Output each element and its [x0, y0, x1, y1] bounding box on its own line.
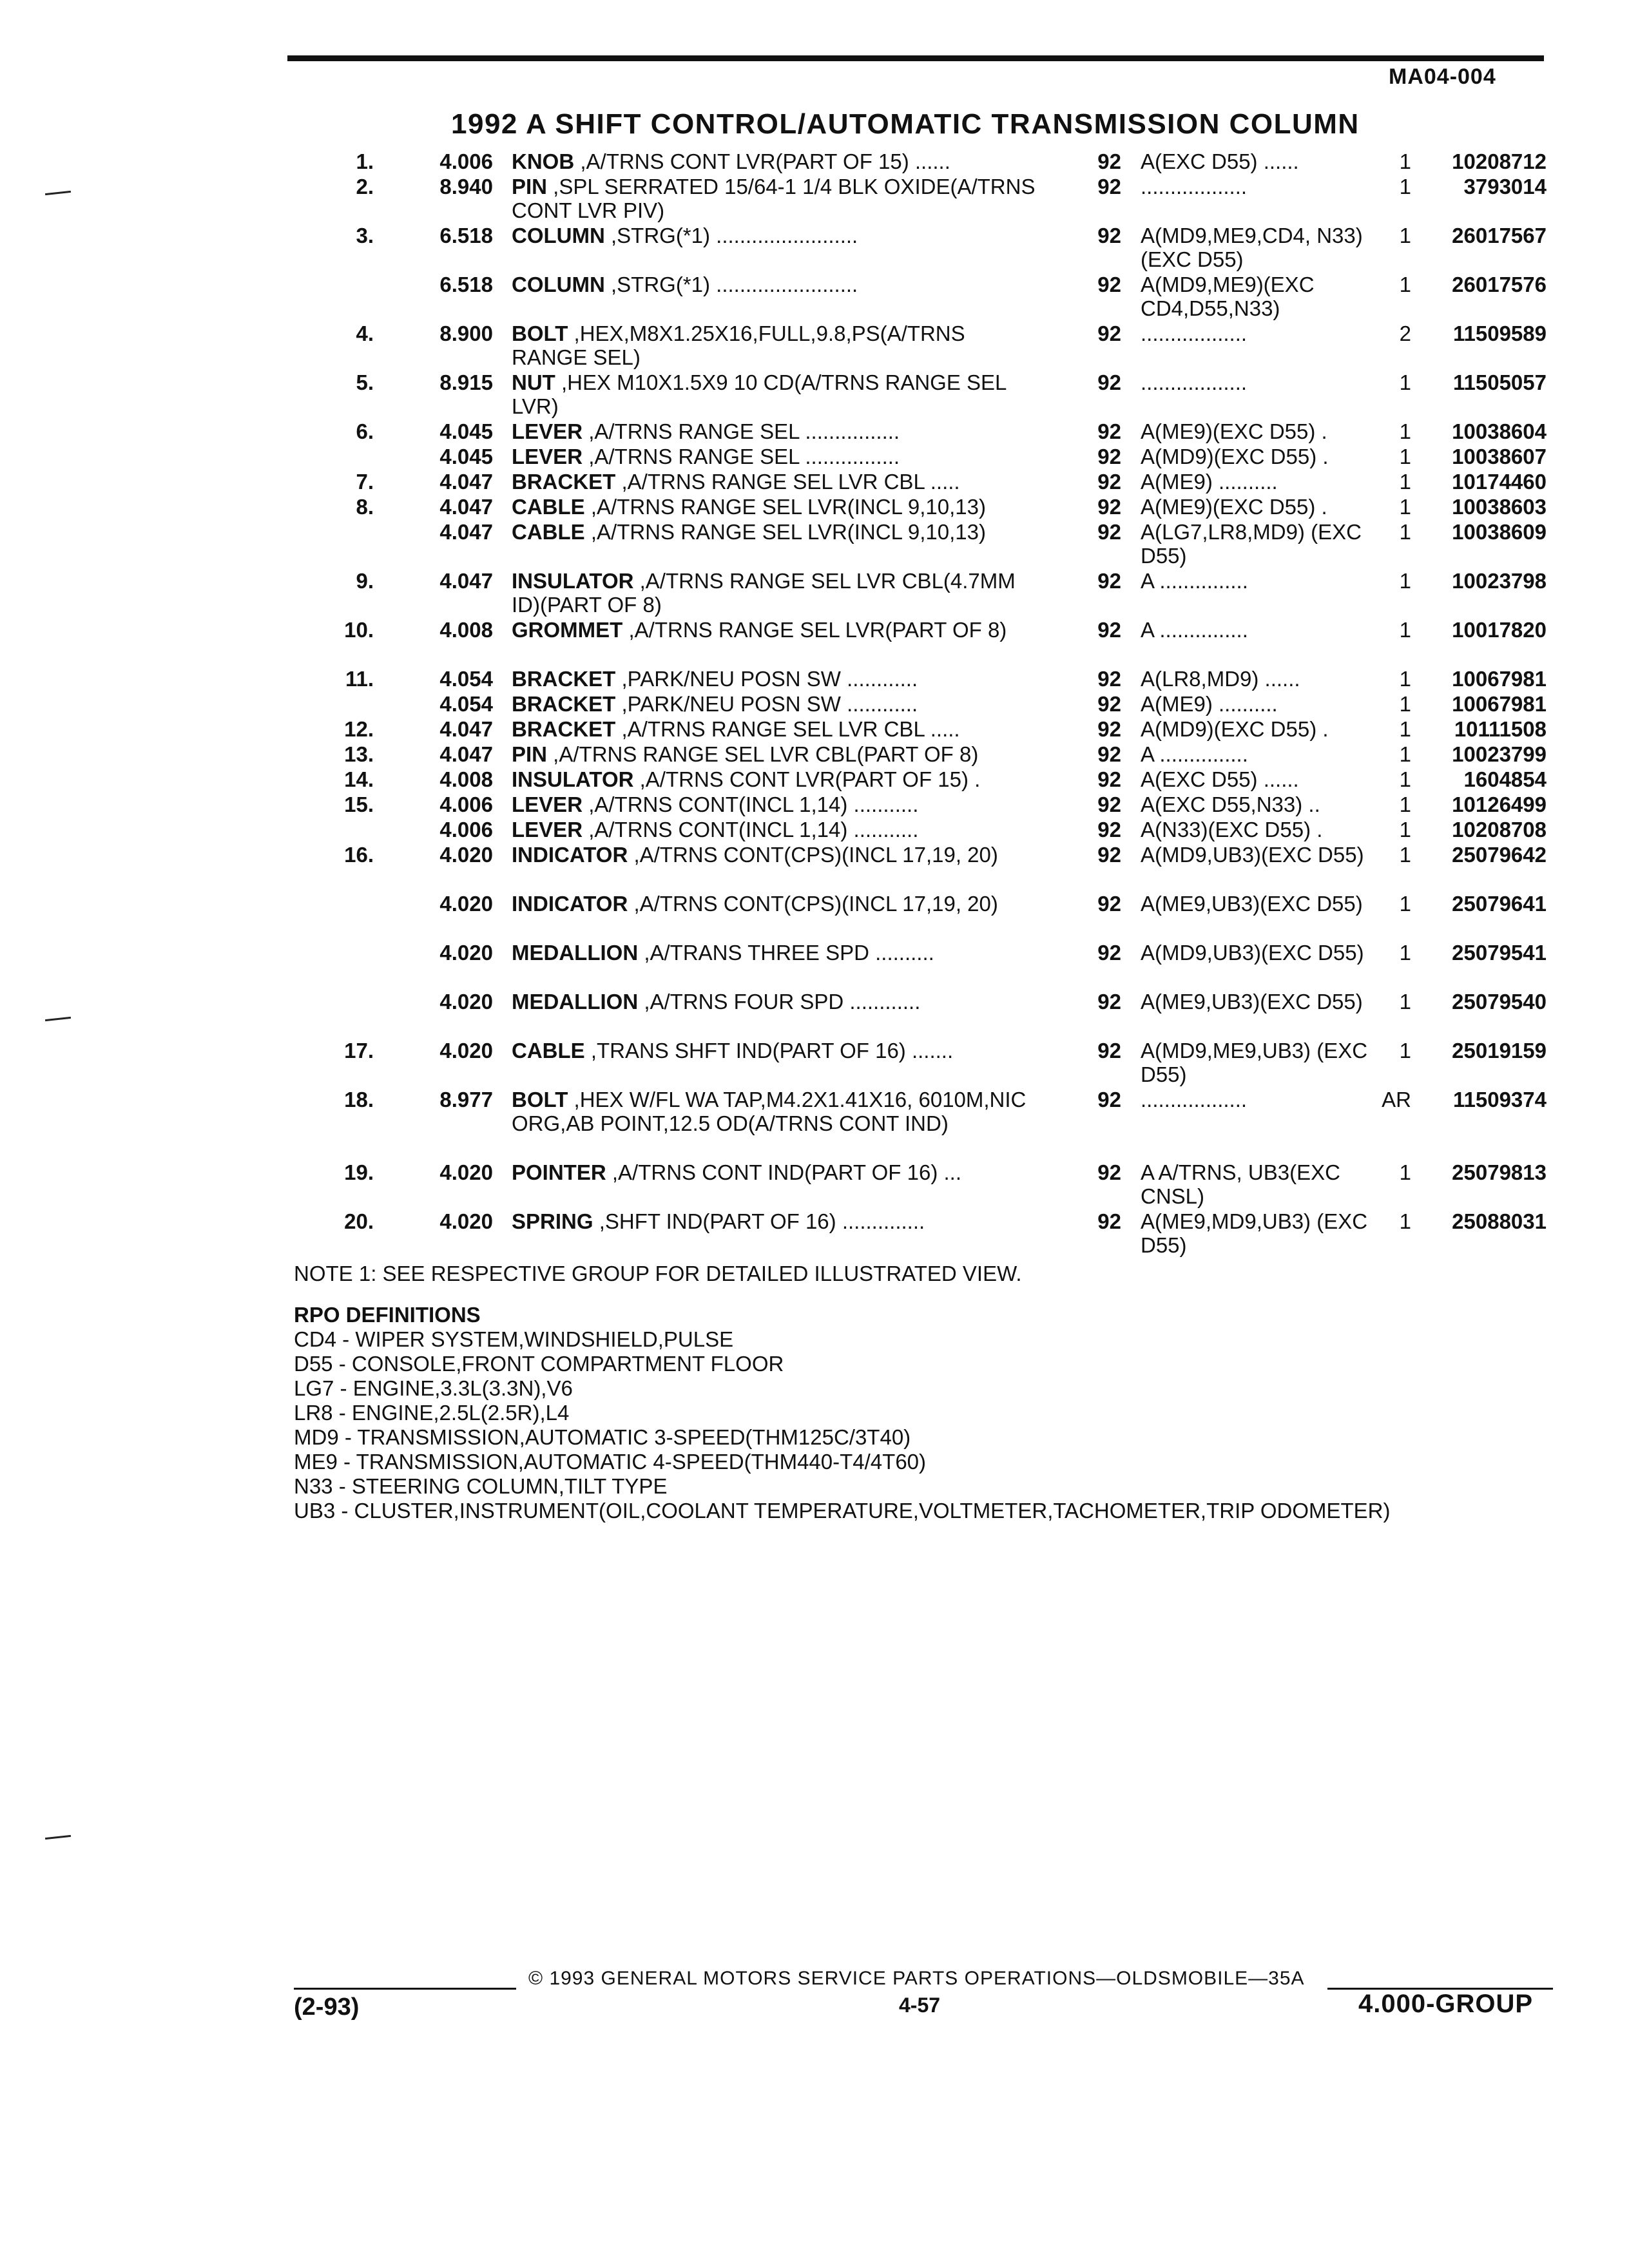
part-detail: ,A/TRNS CONT(CPS)(INCL 17,19, 20) [628, 892, 998, 916]
part-row [0, 892, 1629, 939]
quantity: 1 [1399, 990, 1411, 1014]
part-name: KNOB [512, 149, 575, 173]
part-row [0, 419, 1629, 443]
part-number: 25079642 [1452, 843, 1547, 867]
part-name: CABLE [512, 1039, 585, 1062]
part-row [0, 520, 1629, 568]
model-year: 92 [1097, 618, 1121, 642]
model-year: 92 [1097, 322, 1121, 345]
part-detail: ,A/TRNS CONT IND(PART OF 16) ... [606, 1160, 961, 1184]
part-number: 26017576 [1452, 273, 1547, 296]
model-year: 92 [1097, 273, 1121, 296]
part-description [512, 370, 1046, 418]
item-number: 5. [356, 370, 374, 394]
part-detail: ,A/TRNS CONT LVR(PART OF 15) . [633, 767, 981, 791]
quantity: 1 [1399, 495, 1411, 519]
part-name: COLUMN [512, 224, 605, 247]
notes-section [294, 1262, 1583, 1523]
quantity: 1 [1399, 149, 1411, 173]
part-row [0, 470, 1629, 494]
part-description [512, 322, 1046, 369]
part-row [0, 569, 1629, 617]
group-number: 8.977 [439, 1088, 493, 1111]
part-row [0, 273, 1629, 320]
part-number: 11509374 [1452, 1088, 1547, 1111]
part-detail: ,A/TRNS CONT(CPS)(INCL 17,19, 20) [628, 843, 998, 867]
part-name: BRACKET [512, 717, 616, 741]
model-year: 92 [1097, 470, 1121, 494]
application: .................. [1141, 370, 1248, 394]
page-title: 1992 A SHIFT CONTROL/AUTOMATIC TRANSMISSION COLUMN [451, 108, 1360, 140]
document-id: MA04-004 [1389, 64, 1496, 89]
part-row [0, 175, 1629, 222]
revision-date: (2-93) [294, 1994, 360, 2021]
quantity: 2 [1399, 322, 1411, 345]
part-detail: ,SHFT IND(PART OF 16) .............. [593, 1209, 925, 1233]
part-name: INDICATOR [512, 843, 628, 867]
part-description [512, 569, 1046, 617]
item-number: 10. [344, 618, 374, 642]
part-name: LEVER [512, 793, 583, 816]
quantity: 1 [1399, 1209, 1411, 1233]
application: A(EXC D55) ...... [1141, 767, 1299, 791]
application: A(LR8,MD9) ...... [1141, 667, 1300, 691]
item-number: 7. [356, 470, 374, 494]
part-detail: ,A/TRNS CONT(INCL 1,14) ........... [583, 818, 919, 841]
part-number: 11505057 [1452, 370, 1547, 394]
model-year: 92 [1097, 224, 1121, 247]
model-year: 92 [1097, 767, 1121, 791]
item-number: 6. [356, 419, 374, 443]
application: A(LG7,LR8,MD9) (EXC D55) [1141, 520, 1362, 568]
part-name: BOLT [512, 322, 568, 345]
part-row [0, 1088, 1629, 1159]
part-detail: ,A/TRNS RANGE SEL LVR CBL(4.7MM ID)(PART OF 8) [512, 569, 1016, 617]
part-row [0, 495, 1629, 519]
part-detail: ,A/TRNS CONT LVR(PART OF 15) ...... [574, 149, 950, 173]
model-year: 92 [1097, 445, 1121, 468]
part-detail: ,SPL SERRATED 15/64-1 1/4 BLK OXIDE(A/TRNS CONT LVR PIV) [512, 175, 1036, 222]
part-number: 10023798 [1452, 569, 1547, 593]
item-number: 3. [356, 224, 374, 247]
group-label: 4.000-GROUP [1358, 1990, 1534, 2018]
part-description [512, 520, 1046, 544]
application: A(MD9,ME9,CD4, N33)(EXC D55) [1141, 224, 1363, 271]
part-number: 26017567 [1452, 224, 1547, 247]
quantity: 1 [1399, 1160, 1411, 1184]
part-detail: ,A/TRANS THREE SPD .......... [638, 941, 934, 965]
part-row [0, 618, 1629, 666]
model-year: 92 [1097, 1209, 1121, 1233]
part-row [0, 818, 1629, 841]
part-name: LEVER [512, 818, 583, 841]
part-number: 25079641 [1452, 892, 1547, 916]
rpo-heading: RPO DEFINITIONS [294, 1303, 481, 1327]
quantity: 1 [1399, 370, 1411, 394]
part-detail: ,A/TRNS RANGE SEL ................ [583, 445, 900, 468]
application: A ............... [1141, 742, 1248, 766]
part-detail: ,STRG(*1) ........................ [604, 273, 858, 296]
part-number: 10067981 [1452, 667, 1547, 691]
part-description [512, 843, 1046, 867]
group-number: 4.006 [439, 149, 493, 173]
part-name: GROMMET [512, 618, 623, 642]
part-row [0, 843, 1629, 890]
rpo-definition: D55 - CONSOLE,FRONT COMPARTMENT FLOOR [294, 1352, 784, 1376]
part-number: 10174460 [1452, 470, 1547, 494]
quantity: 1 [1399, 273, 1411, 296]
group-number: 8.940 [439, 175, 493, 198]
part-detail: ,PARK/NEU POSN SW ............ [615, 667, 918, 691]
application: A(MD9,ME9)(EXC CD4,D55,N33) [1141, 273, 1315, 320]
part-number: 10208712 [1452, 149, 1547, 173]
part-description [512, 767, 1046, 791]
part-description [512, 941, 1046, 965]
part-number: 10038603 [1452, 495, 1547, 519]
quantity: 1 [1399, 419, 1411, 443]
group-number: 4.054 [439, 667, 493, 691]
margin-mark [45, 1835, 71, 1840]
quantity: 1 [1399, 717, 1411, 741]
rpo-definition: LG7 - ENGINE,3.3L(3.3N),V6 [294, 1376, 573, 1400]
item-number: 9. [356, 569, 374, 593]
part-row [0, 224, 1629, 271]
item-number: 15. [344, 793, 374, 816]
group-number: 4.047 [439, 470, 493, 494]
application: A ............... [1141, 569, 1248, 593]
application: A(MD9)(EXC D55) . [1141, 445, 1329, 468]
application: A(EXC D55) ...... [1141, 149, 1299, 173]
group-number: 4.020 [439, 1039, 493, 1062]
item-number: 13. [344, 742, 374, 766]
group-number: 4.006 [439, 818, 493, 841]
item-number: 1. [356, 149, 374, 173]
application: A(ME9,UB3)(EXC D55) [1141, 990, 1363, 1014]
part-name: BOLT [512, 1088, 568, 1111]
copyright-notice: © 1993 GENERAL MOTORS SERVICE PARTS OPERATIONS—OLDSMOBILE—35A [528, 1968, 1305, 1989]
quantity: 1 [1399, 767, 1411, 791]
quantity: 1 [1399, 818, 1411, 841]
part-name: SPRING [512, 1209, 593, 1233]
part-name: LEVER [512, 419, 583, 443]
rpo-definition: CD4 - WIPER SYSTEM,WINDSHIELD,PULSE [294, 1327, 734, 1351]
application: A(ME9)(EXC D55) . [1141, 419, 1327, 443]
part-name: BRACKET [512, 667, 616, 691]
part-detail: ,A/TRNS CONT(INCL 1,14) ........... [583, 793, 919, 816]
item-number: 17. [344, 1039, 374, 1062]
quantity: 1 [1399, 843, 1411, 867]
quantity: AR [1382, 1088, 1411, 1111]
quantity: 1 [1399, 470, 1411, 494]
part-row [0, 767, 1629, 791]
group-number: 4.047 [439, 495, 493, 519]
part-description [512, 818, 1046, 841]
group-number: 4.020 [439, 1160, 493, 1184]
quantity: 1 [1399, 520, 1411, 544]
part-number: 10038607 [1452, 445, 1547, 468]
part-number: 25088031 [1452, 1209, 1547, 1233]
part-name: MEDALLION [512, 941, 639, 965]
group-number: 4.045 [439, 445, 493, 468]
part-detail: ,A/TRNS FOUR SPD ............ [638, 990, 921, 1014]
group-number: 4.047 [439, 569, 493, 593]
item-number: 12. [344, 717, 374, 741]
part-description [512, 419, 1046, 443]
part-row [0, 1160, 1629, 1208]
part-description [512, 224, 1046, 247]
quantity: 1 [1399, 941, 1411, 965]
model-year: 92 [1097, 149, 1121, 173]
part-name: INSULATOR [512, 569, 634, 593]
group-number: 8.900 [439, 322, 493, 345]
group-number: 4.054 [439, 692, 493, 716]
item-number: 20. [344, 1209, 374, 1233]
group-number: 4.008 [439, 618, 493, 642]
item-number: 18. [344, 1088, 374, 1111]
quantity: 1 [1399, 1039, 1411, 1062]
part-detail: ,HEX M10X1.5X9 10 CD(A/TRNS RANGE SEL LVR) [512, 370, 1007, 418]
group-number: 4.006 [439, 793, 493, 816]
part-name: COLUMN [512, 273, 605, 296]
application: .................. [1141, 175, 1248, 198]
rpo-definitions [294, 1327, 1583, 1523]
part-name: INSULATOR [512, 767, 634, 791]
part-row [0, 1209, 1629, 1257]
quantity: 1 [1399, 667, 1411, 691]
page-number: 4-57 [899, 1994, 941, 2017]
part-detail: ,A/TRNS RANGE SEL ................ [583, 419, 900, 443]
part-number: 1604854 [1463, 767, 1547, 791]
application: A(MD9,UB3)(EXC D55) [1141, 843, 1364, 867]
model-year: 92 [1097, 667, 1121, 691]
part-description [512, 1088, 1046, 1135]
part-name: POINTER [512, 1160, 606, 1184]
group-number: 6.518 [439, 224, 493, 247]
rpo-definition: LR8 - ENGINE,2.5L(2.5R),L4 [294, 1401, 570, 1425]
application: A(N33)(EXC D55) . [1141, 818, 1323, 841]
part-detail: ,HEX,M8X1.25X16,FULL,9.8,PS(A/TRNS RANGE SEL) [512, 322, 965, 369]
item-number: 4. [356, 322, 374, 345]
part-description [512, 692, 1046, 716]
part-description [512, 717, 1046, 741]
model-year: 92 [1097, 520, 1121, 544]
quantity: 1 [1399, 224, 1411, 247]
part-description [512, 445, 1046, 468]
part-row [0, 149, 1629, 173]
part-number: 25079540 [1452, 990, 1547, 1014]
model-year: 92 [1097, 175, 1121, 198]
part-name: PIN [512, 175, 548, 198]
part-description [512, 1160, 1046, 1184]
part-number: 10111508 [1454, 717, 1547, 741]
part-detail: ,TRANS SHFT IND(PART OF 16) ....... [584, 1039, 954, 1062]
part-detail: ,A/TRNS RANGE SEL LVR CBL ..... [615, 717, 960, 741]
item-number: 11. [345, 667, 374, 691]
part-number: 3793014 [1463, 175, 1547, 198]
part-number: 10038609 [1452, 520, 1547, 544]
quantity: 1 [1399, 175, 1411, 198]
model-year: 92 [1097, 818, 1121, 841]
quantity: 1 [1399, 618, 1411, 642]
part-description [512, 892, 1046, 916]
footer-rule-left [294, 1988, 516, 1990]
item-number: 16. [344, 843, 374, 867]
part-row [0, 742, 1629, 766]
part-number: 25019159 [1452, 1039, 1547, 1062]
group-number: 4.047 [439, 717, 493, 741]
part-description [512, 1209, 1046, 1233]
group-number: 4.045 [439, 419, 493, 443]
model-year: 92 [1097, 843, 1121, 867]
model-year: 92 [1097, 717, 1121, 741]
part-number: 25079813 [1452, 1160, 1547, 1184]
part-number: 10067981 [1452, 692, 1547, 716]
part-number: 10126499 [1452, 793, 1547, 816]
group-number: 4.020 [439, 990, 493, 1014]
part-name: CABLE [512, 520, 585, 544]
part-description [512, 990, 1046, 1014]
part-description [512, 175, 1046, 222]
quantity: 1 [1399, 569, 1411, 593]
quantity: 1 [1399, 742, 1411, 766]
rpo-definition: ME9 - TRANSMISSION,AUTOMATIC 4-SPEED(THM440-T4/4T60) [294, 1450, 927, 1474]
part-description [512, 793, 1046, 816]
part-detail: ,A/TRNS RANGE SEL LVR(INCL 9,10,13) [584, 520, 986, 544]
part-description [512, 149, 1046, 173]
group-number: 4.020 [439, 892, 493, 916]
application: .................. [1141, 1088, 1248, 1111]
part-row [0, 990, 1629, 1037]
model-year: 92 [1097, 1039, 1121, 1062]
application: A(ME9) .......... [1141, 692, 1278, 716]
part-row [0, 1039, 1629, 1086]
group-number: 8.915 [439, 370, 493, 394]
part-detail: ,A/TRNS RANGE SEL LVR CBL ..... [615, 470, 960, 494]
application: A(MD9,ME9,UB3) (EXC D55) [1141, 1039, 1368, 1086]
rpo-definition: UB3 - CLUSTER,INSTRUMENT(OIL,COOLANT TEMPERATURE,VOLTMETER,TACHOMETER,TRIP ODOMETER) [294, 1499, 1391, 1523]
model-year: 92 [1097, 793, 1121, 816]
rpo-definition: MD9 - TRANSMISSION,AUTOMATIC 3-SPEED(THM125C/3T40) [294, 1425, 911, 1449]
application: A(ME9,MD9,UB3) (EXC D55) [1141, 1209, 1368, 1257]
application: A(ME9) .......... [1141, 470, 1278, 494]
application: A(MD9,UB3)(EXC D55) [1141, 941, 1364, 965]
part-detail: ,A/TRNS RANGE SEL LVR(PART OF 8) [622, 618, 1007, 642]
part-description [512, 742, 1046, 766]
group-number: 4.047 [439, 520, 493, 544]
model-year: 92 [1097, 370, 1121, 394]
group-number: 4.047 [439, 742, 493, 766]
model-year: 92 [1097, 742, 1121, 766]
part-name: BRACKET [512, 692, 616, 716]
application: A A/TRNS, UB3(EXC CNSL) [1141, 1160, 1340, 1208]
part-detail: ,PARK/NEU POSN SW ............ [615, 692, 918, 716]
part-number: 10023799 [1452, 742, 1547, 766]
part-description [512, 470, 1046, 494]
rpo-definition: N33 - STEERING COLUMN,TILT TYPE [294, 1474, 668, 1498]
model-year: 92 [1097, 1088, 1121, 1111]
model-year: 92 [1097, 990, 1121, 1014]
model-year: 92 [1097, 495, 1121, 519]
quantity: 1 [1399, 692, 1411, 716]
part-row [0, 941, 1629, 988]
part-detail: ,A/TRNS RANGE SEL LVR(INCL 9,10,13) [584, 495, 986, 519]
item-number: 2. [356, 175, 374, 198]
part-name: INDICATOR [512, 892, 628, 916]
part-number: 10208708 [1452, 818, 1547, 841]
part-detail: ,A/TRNS RANGE SEL LVR CBL(PART OF 8) [547, 742, 979, 766]
part-name: BRACKET [512, 470, 616, 494]
application: A(MD9)(EXC D55) . [1141, 717, 1329, 741]
model-year: 92 [1097, 692, 1121, 716]
part-name: MEDALLION [512, 990, 639, 1014]
part-number: 25079541 [1452, 941, 1547, 965]
part-detail: ,HEX W/FL WA TAP,M4.2X1.41X16, 6010M,NIC ORG,AB POINT,12.5 OD(A/TRNS CONT IND) [512, 1088, 1027, 1135]
item-number: 19. [344, 1160, 374, 1184]
part-name: PIN [512, 742, 548, 766]
part-number: 10017820 [1452, 618, 1547, 642]
quantity: 1 [1399, 793, 1411, 816]
quantity: 1 [1399, 892, 1411, 916]
item-number: 8. [356, 495, 374, 519]
part-row [0, 667, 1629, 691]
group-number: 6.518 [439, 273, 493, 296]
group-number: 4.008 [439, 767, 493, 791]
note-1: NOTE 1: SEE RESPECTIVE GROUP FOR DETAILED ILLUSTRATED VIEW. [294, 1262, 1022, 1285]
part-number: 11509589 [1452, 322, 1547, 345]
part-name: NUT [512, 370, 555, 394]
group-number: 4.020 [439, 1209, 493, 1233]
part-detail: ,STRG(*1) ........................ [604, 224, 858, 247]
part-row [0, 717, 1629, 741]
model-year: 92 [1097, 569, 1121, 593]
part-number: 10038604 [1452, 419, 1547, 443]
application: .................. [1141, 322, 1248, 345]
group-number: 4.020 [439, 941, 493, 965]
part-row [0, 445, 1629, 468]
application: A(EXC D55,N33) .. [1141, 793, 1320, 816]
model-year: 92 [1097, 892, 1121, 916]
application: A ............... [1141, 618, 1248, 642]
quantity: 1 [1399, 445, 1411, 468]
item-number: 14. [344, 767, 374, 791]
group-number: 4.020 [439, 843, 493, 867]
part-row [0, 692, 1629, 716]
part-row [0, 793, 1629, 816]
top-rule [287, 55, 1544, 61]
part-description [512, 1039, 1046, 1062]
part-description [512, 273, 1046, 296]
part-description [512, 495, 1046, 519]
part-row [0, 322, 1629, 369]
part-name: LEVER [512, 445, 583, 468]
model-year: 92 [1097, 941, 1121, 965]
application: A(ME9,UB3)(EXC D55) [1141, 892, 1363, 916]
part-description [512, 667, 1046, 691]
model-year: 92 [1097, 1160, 1121, 1184]
part-description [512, 618, 1046, 642]
model-year: 92 [1097, 419, 1121, 443]
part-row [0, 370, 1629, 418]
application: A(ME9)(EXC D55) . [1141, 495, 1327, 519]
part-name: CABLE [512, 495, 585, 519]
